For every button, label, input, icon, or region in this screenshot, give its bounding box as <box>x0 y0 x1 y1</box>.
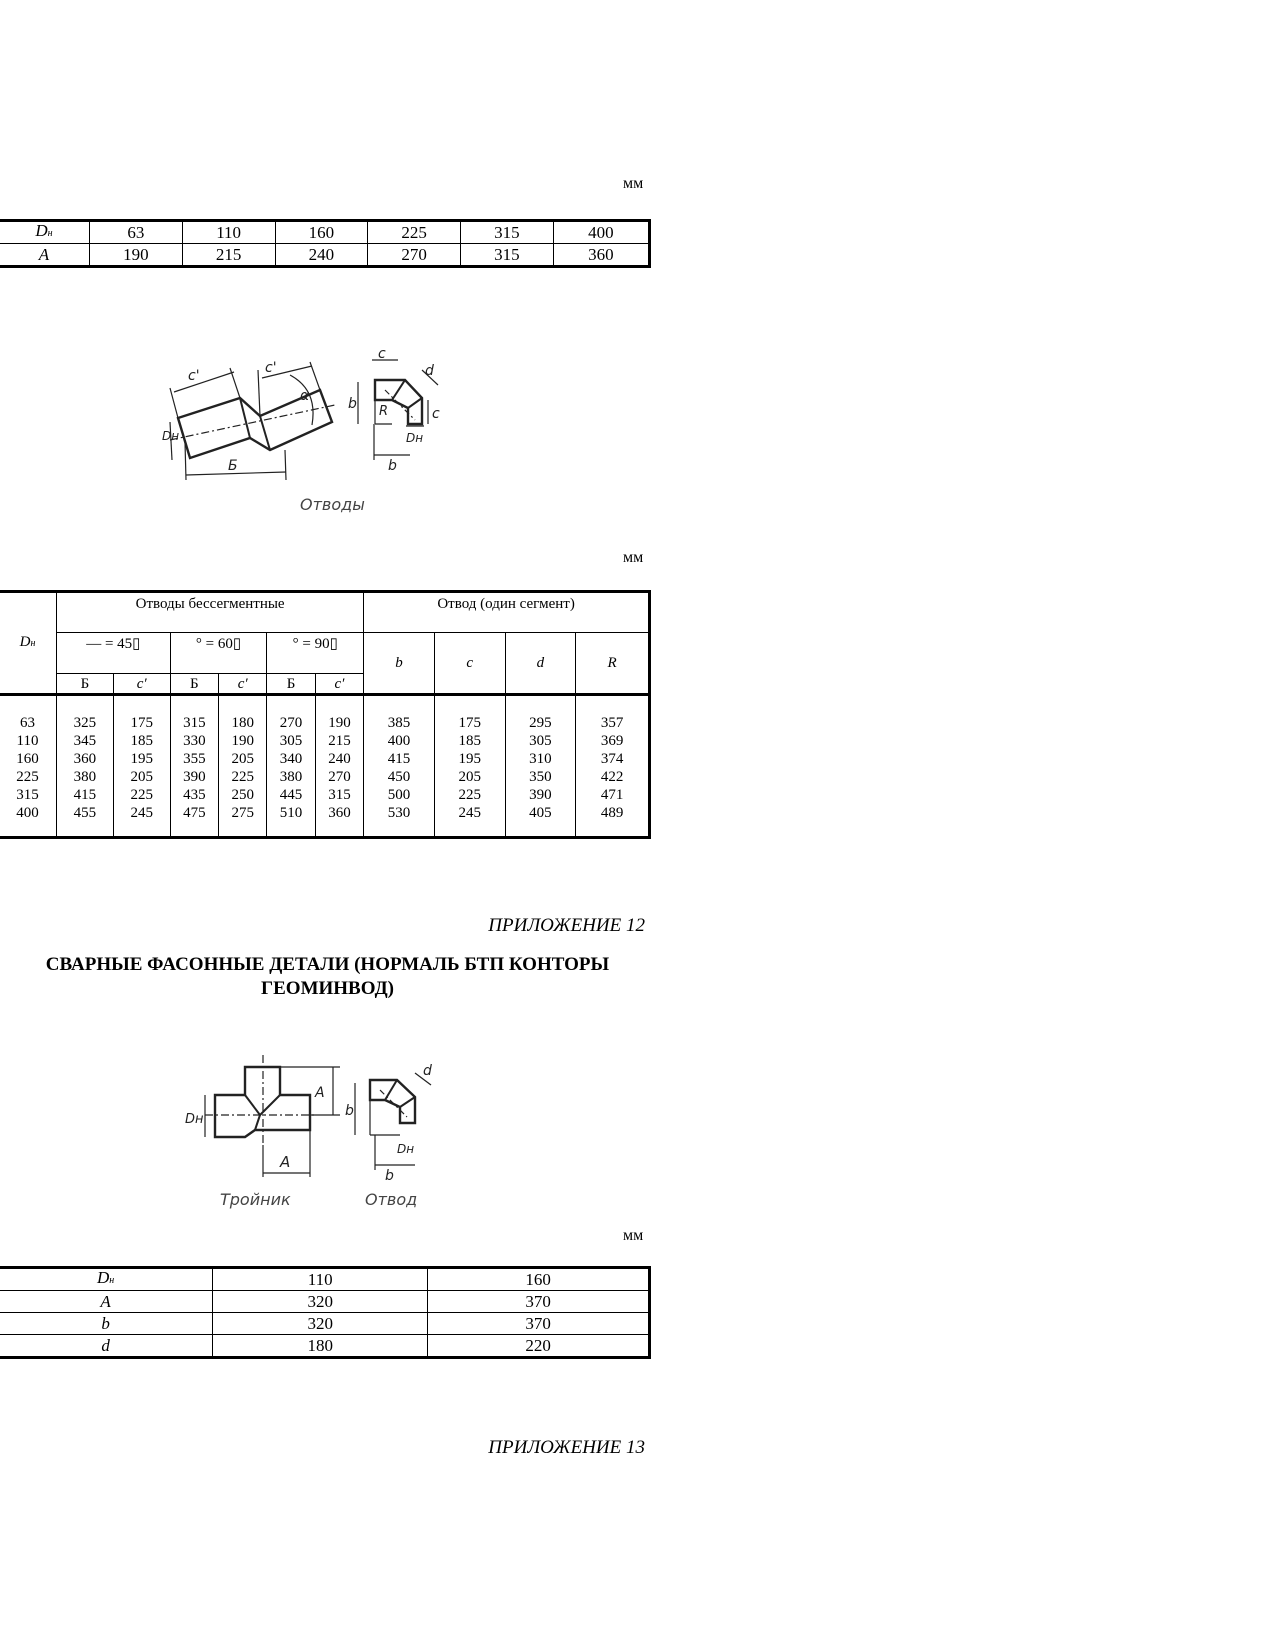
table-cell: 160 <box>275 221 368 244</box>
table-value: 270 <box>279 715 303 731</box>
table-cell: 270 <box>368 244 461 267</box>
sub-header: Б <box>267 674 315 695</box>
label-b-left: b <box>348 396 357 412</box>
table-column-cell <box>113 695 170 838</box>
table-row <box>0 1268 650 1291</box>
table-column-cell <box>0 695 57 838</box>
section-title: СВАРНЫЕ ФАСОННЫЕ ДЕТАЛИ (НОРМАЛЬ БТП КОНТОРЫ ГЕОМИНВОД) <box>45 954 610 999</box>
table-value: 305 <box>529 733 552 749</box>
table-value: 175 <box>458 715 481 731</box>
table-value: 455 <box>73 805 97 821</box>
dn-a-table <box>0 219 651 268</box>
figure-caption-tee: Тройник <box>220 1190 291 1209</box>
table-cell: 370 <box>428 1291 650 1313</box>
table-value: 415 <box>73 787 97 803</box>
table-column-cell <box>434 695 505 838</box>
table-cell: 320 <box>213 1313 428 1335</box>
table-value: 225 <box>231 769 254 785</box>
sub-header: Б <box>57 674 114 695</box>
tee-and-bend-drawing <box>175 1055 475 1215</box>
table-value: 245 <box>458 805 481 821</box>
table-value: 310 <box>529 751 552 767</box>
group-header-segment: Отвод (один сегмент) <box>364 592 650 633</box>
label-c-top: c <box>378 346 386 362</box>
table-value: 240 <box>328 751 351 767</box>
table-value: 405 <box>529 805 552 821</box>
table-value: 340 <box>279 751 303 767</box>
angle-header: — = 45▯ <box>57 633 171 674</box>
col-header: b <box>364 633 435 695</box>
row-label: A <box>0 1291 213 1313</box>
table-value: 225 <box>458 787 481 803</box>
table-column-cell <box>505 695 576 838</box>
table-cell: 63 <box>90 221 183 244</box>
table-value: 445 <box>279 787 303 803</box>
table-cell: 315 <box>461 221 554 244</box>
table-value: 305 <box>279 733 303 749</box>
table-cell: 370 <box>428 1313 650 1335</box>
table-value: 374 <box>600 751 624 767</box>
table-body-row <box>0 695 650 838</box>
table-cell: 240 <box>275 244 368 267</box>
table-value: 422 <box>600 769 624 785</box>
table-value: 360 <box>73 751 97 767</box>
table-value: 380 <box>73 769 97 785</box>
col-header: c <box>434 633 505 695</box>
bends-drawing <box>160 346 480 520</box>
figure-caption-bends: Отводы <box>300 495 365 514</box>
label-d: d <box>423 1063 432 1079</box>
table-value: 190 <box>328 715 351 731</box>
row-label: Dн <box>0 221 90 244</box>
unit-label-1: мм <box>623 175 644 192</box>
sub-header: Б <box>170 674 218 695</box>
table-value: 489 <box>600 805 624 821</box>
table-value: 205 <box>458 769 481 785</box>
table-row <box>0 1291 650 1313</box>
tee-dimensions-table <box>0 1266 651 1359</box>
table-value: 345 <box>73 733 97 749</box>
table-cell: 225 <box>368 221 461 244</box>
label-a-bottom: A <box>280 1153 291 1171</box>
table-value: 195 <box>458 751 481 767</box>
table-value: 225 <box>130 787 153 803</box>
label-c-prime-2: c' <box>265 360 277 376</box>
table-row <box>0 1313 650 1335</box>
table-cell: 220 <box>428 1335 650 1358</box>
table-cell: 400 <box>553 221 649 244</box>
table-value: 471 <box>600 787 624 803</box>
table-value: 390 <box>183 769 206 785</box>
table-value: 350 <box>529 769 552 785</box>
table-value: 63 <box>20 715 35 731</box>
col-header: d <box>505 633 576 695</box>
label-dn-right: Dн <box>406 431 424 445</box>
angle-header: ° = 60▯ <box>170 633 267 674</box>
table-value: 175 <box>130 715 153 731</box>
table-value: 330 <box>183 733 206 749</box>
table-value: 400 <box>16 805 39 821</box>
row-label: A <box>0 244 90 267</box>
sub-header: c′ <box>315 674 363 695</box>
table-value: 325 <box>73 715 97 731</box>
table-cell: 180 <box>213 1335 428 1358</box>
table-column-cell <box>57 695 114 838</box>
unit-label-3: мм <box>623 1227 644 1244</box>
table-value: 510 <box>279 805 303 821</box>
label-c-prime-1: c' <box>188 368 200 384</box>
label-dn-right: Dн <box>397 1142 415 1156</box>
table-value: 450 <box>387 769 411 785</box>
table-value: 315 <box>328 787 351 803</box>
table-value: 295 <box>529 715 552 731</box>
table-value: 500 <box>387 787 411 803</box>
table-value: 360 <box>328 805 351 821</box>
table-column-cell <box>219 695 267 838</box>
table-value: 250 <box>231 787 254 803</box>
table-row <box>0 244 650 267</box>
table-value: 275 <box>231 805 254 821</box>
table-value: 530 <box>387 805 411 821</box>
angle-header: ° = 90▯ <box>267 633 364 674</box>
group-header-seamless: Отводы бессегментные <box>57 592 364 633</box>
label-b-bottom: b <box>388 458 397 474</box>
table-cell: 320 <box>213 1291 428 1313</box>
table-column-cell <box>364 695 435 838</box>
table-value: 110 <box>16 733 39 749</box>
sub-header: c′ <box>113 674 170 695</box>
table-value: 369 <box>600 733 624 749</box>
appendix-13: ПРИЛОЖЕНИЕ 13 <box>488 1437 645 1458</box>
label-b-left: b <box>345 1103 354 1119</box>
label-r: R <box>379 404 389 419</box>
label-dn: Dн <box>162 429 180 443</box>
row-label: b <box>0 1313 213 1335</box>
label-alpha: α <box>300 388 310 404</box>
row-label: d <box>0 1335 213 1358</box>
row-label: Dн <box>0 1268 213 1291</box>
label-b-cyr: Б <box>228 458 238 474</box>
table-cell: 315 <box>461 244 554 267</box>
bends-table <box>0 590 651 839</box>
table-cell: 190 <box>90 244 183 267</box>
table-value: 215 <box>328 733 351 749</box>
table-value: 190 <box>231 733 254 749</box>
table-value: 205 <box>231 751 254 767</box>
header-row <box>0 592 650 633</box>
table-value: 400 <box>387 733 411 749</box>
table-value: 435 <box>183 787 206 803</box>
dn-header: Dн <box>0 592 57 695</box>
table-value: 315 <box>183 715 206 731</box>
col-header: R <box>576 633 650 695</box>
label-a-right: A <box>315 1085 325 1101</box>
table-column-cell <box>170 695 218 838</box>
table-cell: 160 <box>428 1268 650 1291</box>
table-value: 225 <box>16 769 39 785</box>
table-value: 385 <box>387 715 411 731</box>
header-row <box>0 633 650 674</box>
table-value: 315 <box>16 787 39 803</box>
table-value: 245 <box>130 805 153 821</box>
unit-label-2: мм <box>623 549 644 566</box>
table-value: 475 <box>183 805 206 821</box>
table-row <box>0 221 650 244</box>
label-d: d <box>425 363 434 379</box>
table-value: 185 <box>458 733 481 749</box>
table-value: 380 <box>279 769 303 785</box>
table-column-cell <box>315 695 363 838</box>
figure-caption-bend: Отвод <box>365 1190 418 1209</box>
table-column-cell <box>576 695 650 838</box>
label-c-right: c <box>432 406 440 422</box>
table-value: 160 <box>16 751 39 767</box>
table-cell: 215 <box>182 244 275 267</box>
table-cell: 110 <box>182 221 275 244</box>
table-value: 390 <box>529 787 552 803</box>
table-cell: 110 <box>213 1268 428 1291</box>
table-row <box>0 1335 650 1358</box>
table-value: 357 <box>600 715 624 731</box>
table-value: 195 <box>130 751 153 767</box>
table-value: 270 <box>328 769 351 785</box>
table-value: 415 <box>387 751 411 767</box>
table-value: 205 <box>130 769 153 785</box>
appendix-12: ПРИЛОЖЕНИЕ 12 <box>488 915 645 936</box>
table-value: 185 <box>130 733 153 749</box>
table-cell: 360 <box>553 244 649 267</box>
table-value: 355 <box>183 751 206 767</box>
sub-header: c′ <box>219 674 267 695</box>
table-column-cell <box>267 695 315 838</box>
table-value: 180 <box>231 715 254 731</box>
label-b-bottom: b <box>385 1168 394 1184</box>
label-dn: Dн <box>185 1112 204 1127</box>
